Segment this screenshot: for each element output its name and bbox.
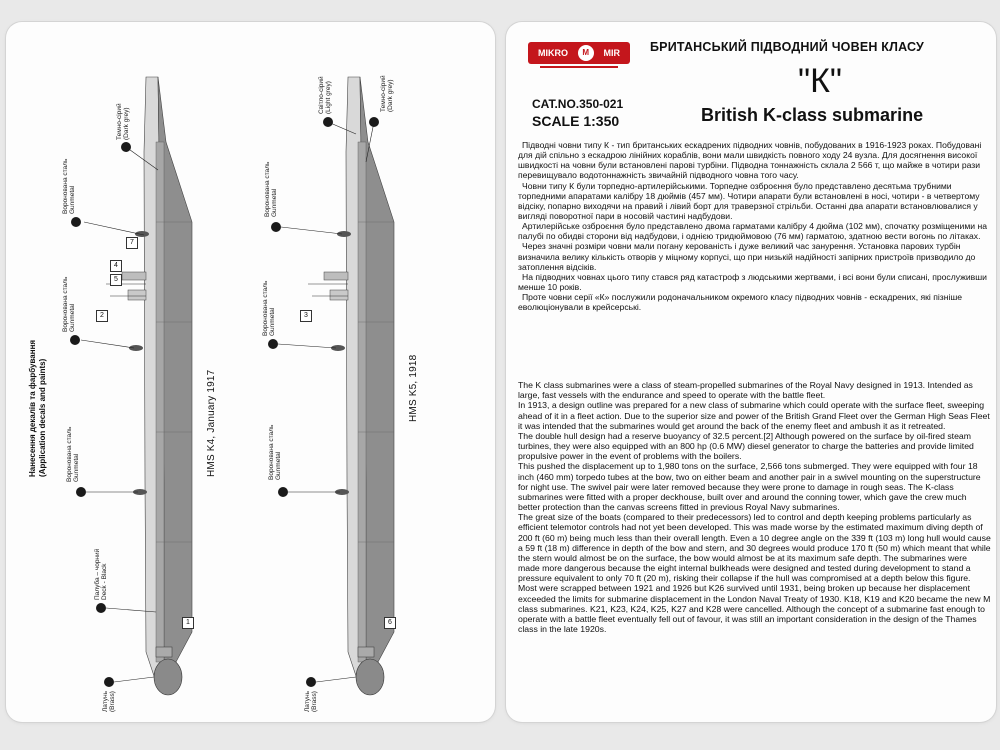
- callout-text: Латунь (Brass): [102, 690, 117, 712]
- callout-k4-gunmetal: [62, 277, 77, 332]
- en-paragraph: The K class submarines were a class of steam-propelled submarines of the Royal Navy designed in 1913. Intended as large, fast vessels with the endurance and speed to operate with the battle fleet.: [518, 380, 973, 401]
- callout-text: Воронована сталь Gunmetal: [66, 426, 81, 482]
- title-class-letter: "К": [798, 62, 842, 100]
- ukrainian-description: [518, 140, 990, 312]
- submarine-k5-top-view: [268, 77, 394, 695]
- en-paragraph: The double hull design had a reserve buoyancy of 32.5 percent.[2] Although powered on the surface by oil-fired steam turbines, they were also equipped with an 800 hp (0.6 MW) diesel generator to charge the batteries and provide limited propulsive power in the event of problems with the boilers.: [518, 430, 974, 462]
- painting-scheme-page: [6, 22, 495, 722]
- en-paragraph: Most were scrapped between 1921 and 1926 but K26 survived until 1931, being broken up because her displacement exceeded the limits for submarine displacement in the London Naval Treaty of 1930. K18, K19 and K20 became the new M class submarines. K21, K23, K24, K25, K27 and K28 were cancelled. Although the concept of a submarine fast enough to operate with a battle fleet eventually fell out of favour, it was still an important consideration in the design of the Thames class in the late 1920s.: [518, 583, 991, 635]
- callout-text: Воронована сталь Gunmetal: [262, 280, 277, 336]
- callout-text: Світло-сірий (Light grey): [318, 76, 333, 114]
- callout-k4-gunmetal: [66, 427, 81, 482]
- logo-underline: [540, 66, 618, 68]
- callout-k4-deck: [94, 549, 109, 600]
- submarine-k4-top-view: [70, 77, 192, 695]
- scale-label: SCALE 1:350: [532, 113, 620, 129]
- section-title-ua: Нанесення декалів та фарбування: [28, 339, 37, 477]
- callout-k5-gunmetal: [262, 281, 277, 336]
- callout-k4-gunmetal: [62, 159, 77, 214]
- submarine-drawings: [6, 22, 495, 722]
- logo-emblem-icon: M: [578, 45, 594, 61]
- callout-text: Воронована сталь Gunmetal: [62, 158, 77, 214]
- ua-paragraph: Через значні розміри човни мали погану керованість і дуже великий час занурення. Установка парових турбін визначила велику кількість отворів у міцному корпусі, що при низькій надійності запірних пристроїв призводило до затоплення відсіків.: [518, 241, 976, 272]
- callout-k5-light-grey: [318, 76, 333, 114]
- catalog-number: CAT.NO.350-021: [532, 97, 624, 111]
- en-paragraph: In 1913, a design outline was prepared for a new class of submarine which could operate with the surface fleet, sweeping ahead of it in a fleet action. Due to the superior size and power of the British Grand Fleet over the German High Seas Fleet it was intended that the submarines would get around the back of the enemy fleet and ambush it as it retreated.: [518, 400, 990, 431]
- callout-k5-brass: [304, 691, 319, 712]
- callout-k5-dark-grey: [380, 75, 395, 112]
- decal-number: 7: [126, 237, 138, 249]
- callout-k5-gunmetal: [264, 162, 279, 217]
- decal-number: 1: [182, 617, 194, 629]
- decal-number: 5: [110, 274, 122, 286]
- callout-text: Темно-сірий (Dark grey): [116, 103, 131, 140]
- logo-text-left: MIKRO: [538, 48, 568, 58]
- ua-paragraph: Артилерійське озброєння було представлено двома гарматами калібру 4 дюйма (102 мм), спочатку розміщеними на палубі по обидві сторони від надбудови, і однією тридюймовою (76 мм) гарматою, здатною вести вогонь по літаках.: [518, 221, 987, 242]
- ua-paragraph: Проте човни серії «К» послужили родоначальником окремого класу підводних човнів - ескадрених, які пізніше еволюціонували в крейсерські.: [518, 292, 963, 313]
- en-paragraph: This pushed the displacement up to 1,980 tons on the surface, 2,566 tons submerged. They were equipped with four 18 inch (460 mm) torpedo tubes at the bow, two on either beam and another pair in a swivel mounting on the superstructure for night use. The swivel pair were later removed because they were prone to damage in rough seas. The K-class submarines were fitted with a proper deckhouse, built over and around the conning tower, which gave the crew much better protection than the canvas screens fitted in previous Royal Navy submarines.: [518, 461, 981, 513]
- callout-text: Воронована сталь Gunmetal: [264, 161, 279, 217]
- callout-text: Воронована сталь Gunmetal: [268, 424, 283, 480]
- decal-number: 4: [110, 260, 122, 272]
- title-english: British K-class submarine: [701, 105, 924, 125]
- history-text-page: [506, 22, 996, 722]
- callout-k4-dark-grey: [116, 103, 131, 140]
- decal-number: 2: [96, 310, 108, 322]
- en-paragraph: The great size of the boats (compared to their predecessors) led to control and depth keeping problems particularly as efficient telemotor controls had not yet been developed. This was made worse by the estimated maximum diving depth of 200 ft (60 m) being much less than their overall length. Even a 10 degree angle on the 339 ft (103 m) long hull would cause a 59 ft (18 m) difference in depth of the bow and stern, and 30 degrees would produce 170 ft (50 m) which meant that while the stern would almost be on the surface, the bow would almost be at its maximum safe depth. The submarines were made more dangerous because the eight internal bulkheads were designed and tested during development to stand a pressure equivalent to only 70 ft (20 m), risking their collapse if the hull was compromised at a depth below this figure.: [518, 512, 991, 584]
- ship-name-k4: HMS K4, January 1917: [206, 369, 217, 477]
- decal-number: 3: [300, 310, 312, 322]
- ua-paragraph: Човни типу К були торпедно-артилерійськими. Торпедне озброєння було представлено десятьма трубними торпедними апаратами калібру 18 дюймів (457 мм). Чотири апарати були встановлені в носі, чотири - в четвертому відсіку, попарно виходячи на правий і лівий борт для траверзної стрільби. Останні два апарати встановлювалися у вигляді поворотної пари в носовій частині надбудови.: [518, 180, 980, 221]
- title-ukrainian: БРИТАНСЬКИЙ ПІДВОДНИЙ ЧОВЕН КЛАСУ: [650, 40, 925, 54]
- decal-number: 6: [384, 617, 396, 629]
- ua-paragraph: Підводні човни типу К - тип британських ескадрених підводних човнів, побудованих в 1916-1923 роках. Побудовані для дій спільно з ескадрою лінійних кораблів, вони мали швидкість повного ходу 24 вузла. Для досягнення високої швидкості на човни були встановлені парові турбіни. Підводна тоннажність склала 2 566 т, що майже в чотири рази перевищувало водотоннажність звичайній підводного човна того часу.: [518, 140, 982, 181]
- callout-text: Палуба – чорний Deck - Black: [94, 548, 109, 600]
- ua-paragraph: На підводних човнах цього типу стався ряд катастроф з людськими жертвами, і всі вони були списані, прослуживши менше 10 років.: [518, 271, 987, 292]
- ship-name-k5: HMS K5, 1918: [408, 354, 419, 422]
- section-title-en: (Application decals and paints): [38, 358, 47, 477]
- logo-text-right: MIR: [603, 48, 620, 58]
- callout-k4-brass: [102, 691, 117, 712]
- callout-text: Темно-сірий (Dark grey): [380, 75, 395, 112]
- callout-text: Воронована сталь Gunmetal: [62, 276, 77, 332]
- callout-text: Латунь (Brass): [304, 690, 319, 712]
- callout-k5-gunmetal: [268, 425, 283, 480]
- english-description: [518, 380, 991, 634]
- mikromir-logo: [528, 42, 630, 64]
